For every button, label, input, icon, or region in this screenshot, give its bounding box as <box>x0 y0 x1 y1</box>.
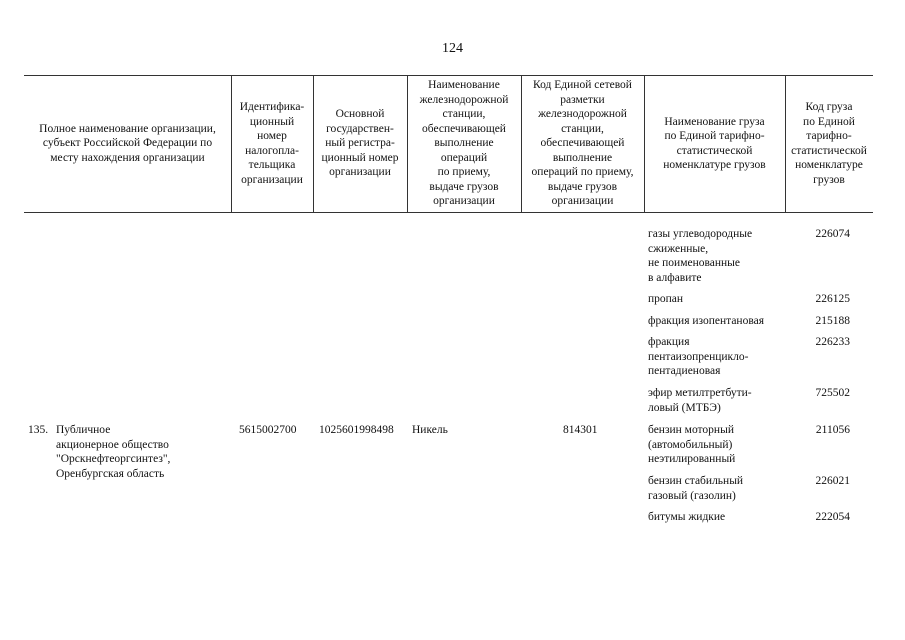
cargo-name: битумы жидкие <box>648 511 726 523</box>
row-station-code: 814301 <box>563 424 598 436</box>
cargo-name: бензин стабильный газовый (газолин) <box>648 475 744 502</box>
header-ogrn: Основной государствен- ный регистра- ционный номер организации <box>321 108 399 179</box>
table-header-bottom-rule <box>24 212 873 213</box>
row-number: 135. <box>28 424 49 436</box>
row-ogrn: 1025601998498 <box>319 424 394 436</box>
cargo-code: 725502 <box>815 387 850 399</box>
cargo-code: 222054 <box>815 511 850 523</box>
cargo-name: фракция пентаизопренцикло- пентадиеновая <box>648 336 749 377</box>
row-inn: 5615002700 <box>239 424 297 436</box>
cargo-code: 215188 <box>815 315 850 327</box>
header-cargo-name: Наименование груза по Единой тарифно- статистической номенклатуре грузов <box>663 115 766 171</box>
cargo-name: бензин моторный (автомобильный) неэтилированный <box>648 424 736 465</box>
header-cargo-code: Код груза по Единой тарифно- статистической номенклатуре грузов <box>791 101 867 186</box>
page-number: 124 <box>442 41 463 56</box>
cargo-code: 226074 <box>815 228 850 240</box>
header-station-code: Код Единой сетевой разметки железнодорожной станции, обеспечивающей выполнение операций по приему, выдаче грузов организации <box>531 79 634 208</box>
cargo-name: газы углеводородные сжиженные, не поименованные в алфавите <box>648 228 753 284</box>
header-inn: Идентифика- ционный номер налогопла- тельщика организации <box>239 101 305 186</box>
cargo-name: фракция изопентановая <box>648 315 765 327</box>
header-station-name: Наименование железнодорожной станции, обеспечивающей выполнение операций по приему, выдаче грузов организации <box>419 79 509 208</box>
cargo-name: эфир метилтретбути- ловый (МТБЭ) <box>648 387 752 414</box>
cargo-code: 226233 <box>815 336 850 348</box>
header-org-name: Полное наименование организации, субъект Российской Федерации по месту нахождения организации <box>39 122 216 164</box>
row-org-name: Публичное акционерное общество "Орскнефтеоргсинтез", Оренбургская область <box>56 424 171 480</box>
cargo-code: 226021 <box>815 475 850 487</box>
row-station-name: Никель <box>412 424 448 436</box>
cargo-code: 211056 <box>815 424 850 436</box>
cargo-name: пропан <box>648 293 684 305</box>
cargo-code: 226125 <box>815 293 850 305</box>
